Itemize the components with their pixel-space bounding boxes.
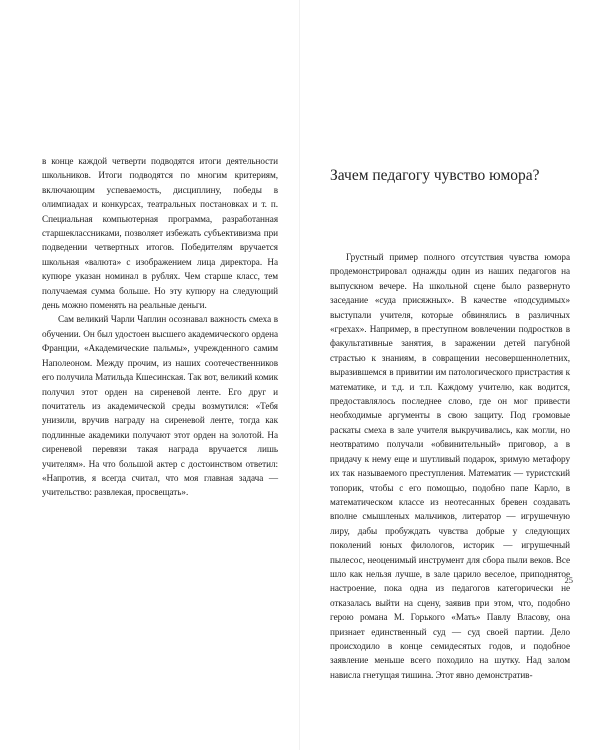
- left-paragraph-2: Сам великий Чарли Чаплин осознавал важность смеха в обучении. Он был удостоен высшего академического ордена Франции, «Академические пальмы», учрежденного самим Наполеоном. Между прочим, из наших соотечественников его получила Матильда Кшесинская. Так вот, великий комик получил этот орден на сиреневой ленте. Его друг и почитатель из академической среды возмутился: «Тебя унизили, вручив награду на сиреневой ленте, тогда как подлинные академики получают этот орден на золотой. На сиреневой перевязи такая награда вручается лишь учителям». На что большой актер с достоинством ответил: «Напротив, я всегда считал, что моя главная задача — учительство: развлекая, просвещать».: [42, 314, 278, 498]
- page-number: 25: [564, 575, 573, 585]
- left-paragraph-1: в конце каждой четверти подводятся итоги деятельности школьников. Итоги подводятся по многим критериям, включающим успеваемость, дисциплину, победы в олимпиадах и конкурсах, театральных постановках и т. п. Специальная компьютерная программа, разработанная старшеклассниками, позволяет избежать субъективизма при подведении четвертных итогов. Победителям вручается школьная «валюта» с изображением лица директора. На купюре указан номинал в рублях. Чем старше класс, тем получаемая сумма больше. Но эту купюру на следующий день можно поменять на реальные деньги.: [42, 156, 278, 311]
- right-page-body: [330, 250, 570, 682]
- right-paragraph-1: Грустный пример полного отсутствия чувства юмора продемонстрировал однажды один из наших педагогов на выпускном вечере. На школьной сцене было развернуто заседание «суда присяжных». В качестве «подсудимых» выступали учителя, которые обвинялись в различных «грехах». Например, в преступном вовлечении подростков в факультативные занятия, в заражении детей пагубной страстью к знаниям, в совращении несовершеннолетних, выразившемся в привитии им патологического пристрастия к математике, и т.д. и т.п. Каждому учителю, как водится, предоставлялось последнее слово, где он мог привести необходимые аргументы в свою защиту. Под громовые раскаты смеха в зале учителя выкручивались, как могли, но неотвратимо получали «обвинительный» приговор, а в придачу к нему еще и шутливый подарок, зримую метафору их так называемого преступления. Математик — туристский топорик, чтобы с его помощью, подобно папе Карло, в математическом классе из неотесанных бревен создавать вполне смышленых мальчиков, литератор — игрушечную лиру, дабы пробуждать чувства добрые у следующих поколений юных филологов, историк — игрушечный пылесос, неоценимый инструмент для сбора пыли веков. Все шло как нельзя лучше, в зале царило веселое, приподнятое настроение, пока одна из педагогов категорически не отказалась выйти на сцену, заявив при этом, что, подобно герою романа М. Горького «Мать» Павлу Власову, она признает единственный суд — суд своей партии. Дело происходило в конце семидесятых годов, и подобное заявление меньше всего походило на шутку. Над залом нависла гнетущая тишина. Этот явно демонстратив-: [330, 252, 570, 680]
- page-gutter: [299, 0, 300, 750]
- right-page: [330, 166, 570, 682]
- left-page: [42, 154, 278, 500]
- section-title: Зачем педагогу чувство юмора?: [330, 167, 540, 184]
